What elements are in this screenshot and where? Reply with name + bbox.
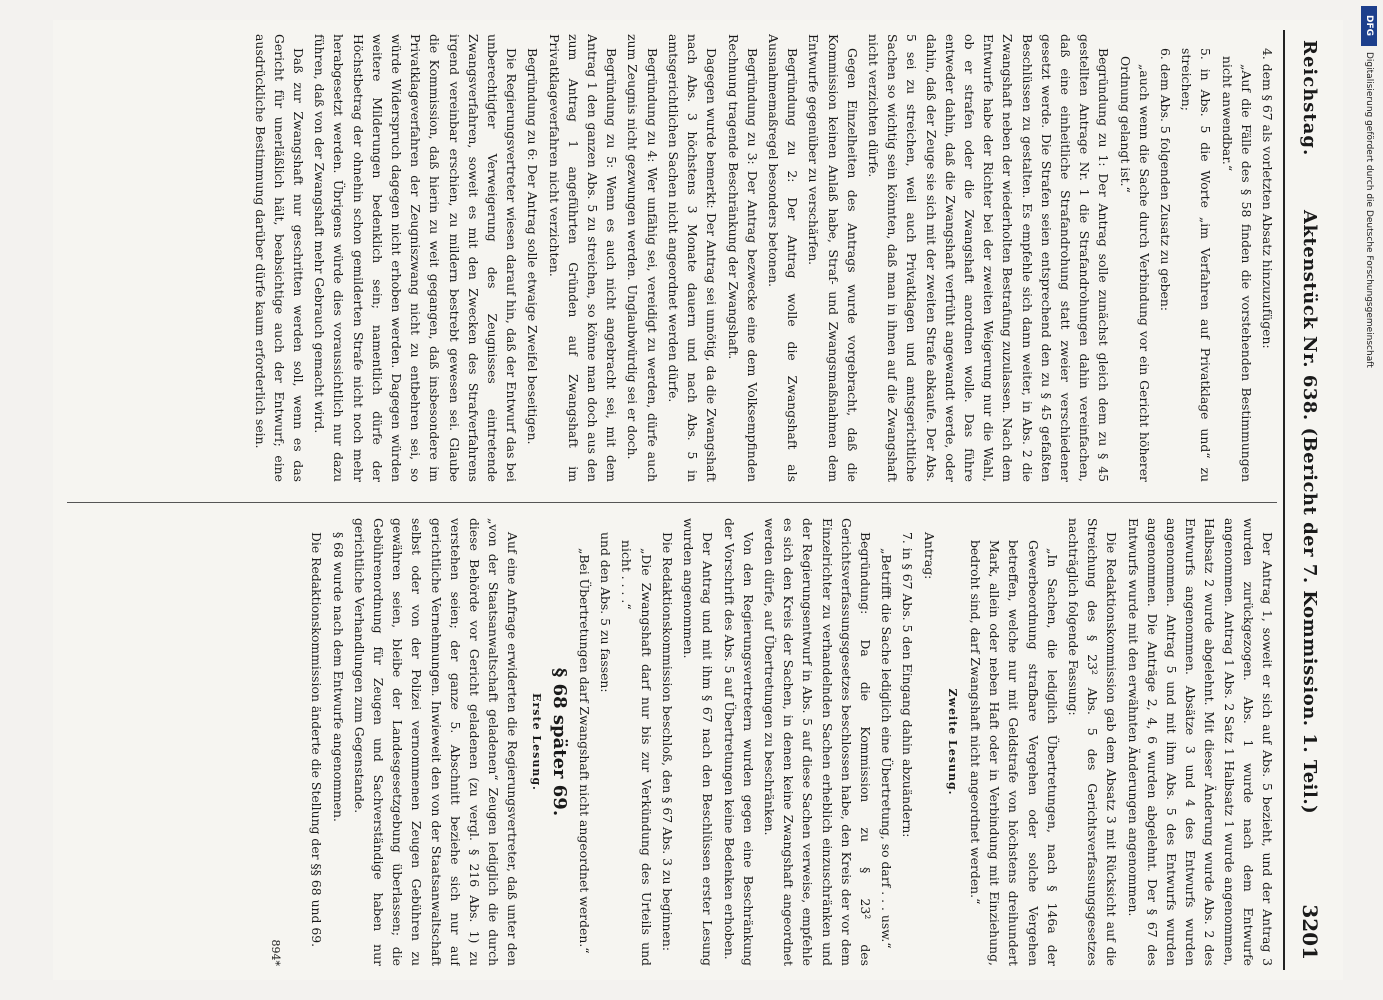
- dfg-credit: Digitalisierung gefördert durch die Deutsche Forschungsgemeinschaft: [1364, 52, 1374, 368]
- right-column-para: Die Redaktionskommission gab dem Absatz 3 mit Rücksicht auf die Streichung des § 23² Abs. 5 des Gerichtsverfassungsgesetzes nachträglich folgende Fassung:: [1065, 518, 1120, 966]
- left-column-para: Daß zur Zwangshaft nur geschritten werden soll, wenn es das Gericht für unerläßlich hält, beabsichtige auch der Entwurf; eine ausdrückliche Bestimmung darüber dürfe kaum erforderlich sein.: [252, 34, 307, 482]
- right-column: [67, 518, 1277, 966]
- right-column-quote: „Betrifft die Sache lediglich eine Übertretung, so darf . . . usw.“: [879, 548, 895, 949]
- left-column-item: 6. dem Abs. 5 folgenden Zusatz zu geben:: [1157, 48, 1173, 311]
- right-column-subhead: Zweite Lesung.: [945, 688, 959, 796]
- left-column-para: Begründung zu 5: Wenn es auch nicht angebracht sei, mit dem Antrag 1 den ganzen Abs. 5 zu streichen, so könne man doch aus den zum Antrag 1 angeführten Gründen auf Zwangshaft im Privatklageverfahren nicht verzichten.: [546, 34, 620, 482]
- right-column-para: Von den Regierungsvertretern wurden gegen eine Beschränkung der Vorschrift des Abs. 5 auf Übertretungen keine Bedenken erhoben.: [721, 518, 756, 966]
- right-column-para: Begründung: Da die Kommission zu § 23² des Gerichtsverfassungsgesetzes beschlossen habe, den Kreis der vor dem Einzelrichter zu verhandelnden Sachen erheblich einzuschränken und der Regierungsentwurf in Abs. 5 auf diese Sachen verweise, empfehle es sich den Kreis der Sachen, in denen keine Zwangshaft angeordnet werden dürfe, auf Übertretungen zu beschränken.: [761, 518, 873, 966]
- left-column-quote: „Auf die Fälle des § 58 finden die vorstehenden Bestimmungen nicht anwendbar.“: [1219, 56, 1254, 482]
- right-column-quote: „Die Zwangshaft darf nur bis zur Verkündung des Urteils und nicht . . . .“: [619, 540, 654, 966]
- left-column-para: Gegen Einzelheiten des Antrags wurde vorgebracht, daß die Kommission keinen Anlaß habe, Straf- und Zwangsmaßnahmen dem Entwurfe gegenüber zu verschärfen.: [806, 34, 860, 482]
- header-title: Aktenstück Nr. 638. (Bericht der 7. Kommission. 1. Teil.): [1299, 210, 1321, 815]
- right-column-para: Der Antrag und mit ihm § 67 nach den Beschlüssen erster Lesung wurden angenommen.: [681, 518, 716, 966]
- right-column-item: und den Abs. 5 zu fassen:: [598, 532, 614, 693]
- right-column-item: 7. in § 67 Abs. 5 den Eingang dahin abzuändern:: [900, 532, 916, 838]
- right-column-para: Der Antrag 1, soweit er sich auf Abs. 5 bezieht, und der Antrag 3 wurden zurückgezogen. Abs. 1 wurde nach dem Entwurfe angenommen. Antrag 1 Abs. 2 Satz 1 Halbsatz 1 wurde angenommen, Halbsatz 2 wurde abgelehnt. Mit dieser Änderung wurde Abs. 2 des Entwurfs angenommen. Absätze 3 und 4 des Entwurfs wurden angenommen. Antrag 5 und mit ihm Abs. 5 des Entwurfs wurden angenommen. Die Anträge 2, 4, 6 wurden abgelehnt. Der § 67 des Entwurfs wurde mit den erwähnten Änderungen angenommen.: [1125, 518, 1275, 966]
- left-column-para: Begründung zu 4: Wer unfähig sei, vereidigt zu werden, dürfe auch zum Zeugnis nicht gezwungen werden. Unglaubwürdig sei er doch.: [625, 34, 660, 482]
- scanned-page: [53, 20, 1343, 980]
- left-column-item: 5. in Abs. 5 die Worte „im Verfahren auf Privatklage und“ zu streichen;: [1179, 48, 1214, 482]
- column-divider: [67, 502, 1277, 503]
- header-left: Reichstag.: [1299, 40, 1321, 157]
- dfg-sidebar: [1361, 6, 1377, 996]
- right-column-quote: „In Sachen, die lediglich Übertretungen, nach § 146a der Gewerbeordnung strafbare Vergehen oder solche Vergehen betreffen, welche nur mit Geldstrafe von höchstens dreihundert Mark, allein oder neben Haft oder in Verbindung mit Einziehung, bedroht sind, darf Zwangshaft nicht angeordnet werden.“: [967, 540, 1060, 966]
- right-column-sect: § 68 später 69.: [548, 667, 570, 817]
- left-column-para: Begründung zu 3: Der Antrag bezwecke eine dem Volksempfinden Rechnung tragende Beschränkung der Zwangshaft.: [725, 34, 760, 482]
- left-column-para: Dagegen wurde bemerkt: Der Antrag sei unnötig, da die Zwangshaft nach Abs. 3 höchstens 3 Monate dauern und nach Abs. 5 in amtsgerichtlichen Sachen nicht angeordnet werden dürfe.: [665, 34, 720, 482]
- dfg-logo: DFG: [1361, 6, 1377, 46]
- right-column-para: § 68 wurde nach dem Entwurfe angenommen.: [330, 532, 346, 822]
- page-header: [1283, 30, 1335, 970]
- left-column-para: Begründung zu 6: Der Antrag solle etwaige Zweifel beseitigen.: [525, 48, 541, 445]
- right-column-signature: 894*: [269, 939, 283, 966]
- left-column-para: Die Regierungsvertreter wiesen darauf hin, daß der Entwurf das bei unberechtigter Verweigerung des Zeugnisses eintretende Zwangsverfahren, soweit es mit den Zwecken des Strafverfahrens irgend vereinbar erschien, zu mildern bestrebt gewesen sei. Glaube die Kommission, daß hierin zu weit gegangen, daß insbesondere im Privatklageverfahren der Zeugniszwang nicht zu entbehren sei, so würde Widerspruch dagegen nicht erhoben werden. Dagegen würden weitere Milderungen bedenklich sein; namentlich dürfe der Höchstbetrag der ohnehin schon gemilderten Strafe nicht noch mehr herabgesetzt werden. Übrigens würde dies voraussichtlich nur dazu führen, daß von der Zwangshaft mehr Gebrauch gemacht wird.: [312, 34, 520, 482]
- page-number: 3201: [1298, 904, 1322, 960]
- left-column-quote: „auch wenn die Sache durch Verbindung vor ein Gericht höherer Ordnung gelangt ist.“: [1117, 56, 1152, 482]
- left-column-item: 4. dem § 67 als vorletzten Absatz hinzuzufügen:: [1260, 48, 1275, 349]
- right-column-item: Antrag:: [921, 532, 937, 580]
- left-column: [67, 34, 1277, 482]
- right-column-para: Die Redaktionskommission änderte die Stellung der §§ 68 und 69.: [309, 532, 325, 948]
- left-column-para: Begründung zu 1: Der Antrag solle zunächst gleich dem zu § 45 gestellten Antrage Nr. 1 die Strafandrohungen dahin vereinfachen, daß eine einheitliche Strafandrohung statt zweier verschiedener gesetzt werde. Die Strafen seien entsprechend den zu § 45 gefaßten Beschlüssen zu gestalten. Es empfehle sich dann weiter, in Abs. 2 die Zwangshaft neben der wiederholten Bestrafung zuzulassen. Nach dem Entwurfe habe der Richter bei der zweiten Weigerung nur die Wahl, ob er strafen oder die Zwangshaft anordnen wolle. Das führe entweder dahin, daß die Zwangshaft verfrüht angewandt werde, oder dahin, daß der Zeuge sie sich mit der zweiten Strafe abkaufe. Der Abs. 5 sei zu streichen, weil auch Privatklagen und amtsgerichtliche Sachen so wichtig sein könnten, daß man in ihnen auf die Zwangshaft nicht verzichten dürfe.: [865, 34, 1112, 482]
- right-column-subhead: Erste Lesung.: [529, 693, 543, 791]
- right-column-para: Die Redaktionskommission beschloß, den § 67 Abs. 3 zu beginnen:: [659, 532, 675, 952]
- right-column-para: Auf eine Anfrage erwiderten die Regierungsvertreter, daß unter den „von der Staatsanwaltschaft geladenen“ Zeugen lediglich die durch diese Behörde vor Gericht geladenen (zu vergl. § 216 Abs. 1) zu verstehen seien; der ganze 5. Abschnitt beziehe sich nur auf gerichtliche Vernehmungen. Inwieweit den von der Staatsanwaltschaft selbst oder von der Polizei vernommenen Zeugen Gebühren zu gewähren seien, bleibe der Landesgesetzgebung überlassen; die Gebührenordnung für Zeugen und Sachverständige haben nur gerichtliche Verhandlungen zum Gegenstande.: [351, 518, 521, 966]
- left-column-para: Begründung zu 2: Der Antrag wolle die Zwangshaft als Ausnahmemaßregel besonders betonen.: [765, 34, 801, 482]
- right-column-quote: „Bei Übertretungen darf Zwangshaft nicht angeordnet werden.“: [577, 548, 593, 954]
